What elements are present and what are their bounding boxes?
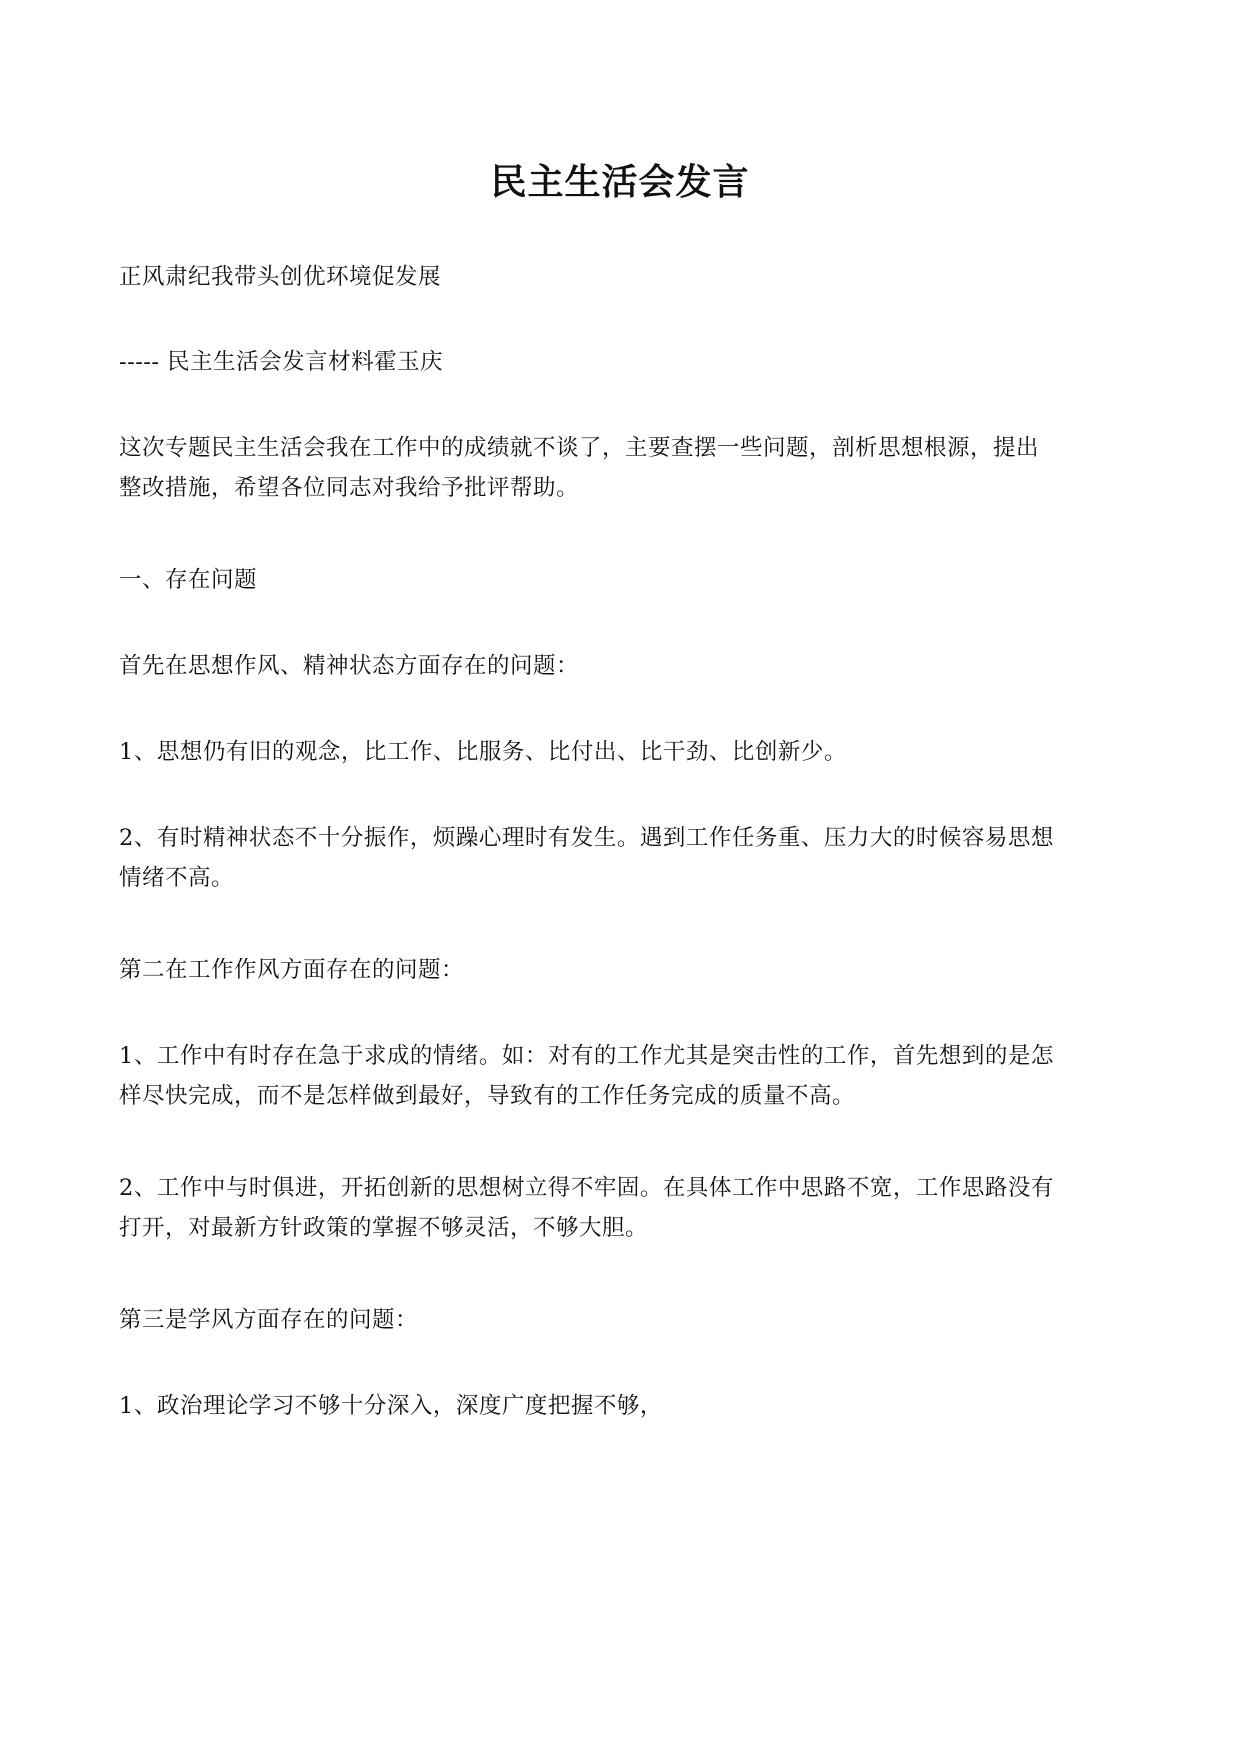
part2-item-1-line-1: 1、工作中有时存在急于求成的情绪。如：对有的工作尤其是突击性的工作，首先想到的是怎 (119, 1043, 1054, 1069)
part3-heading: 第三是学风方面存在的问题： (119, 1307, 419, 1333)
part2-item-2-line-1: 2、工作中与时俱进，开拓创新的思想树立得不牢固。在具体工作中思路不宽，工作思路没有 (119, 1175, 1054, 1201)
section-heading-problems: 一、存在问题 (119, 567, 258, 593)
part2-heading: 第二在工作作风方面存在的问题： (119, 957, 465, 983)
part1-item-2-line-1: 2、有时精神状态不十分振作，烦躁心理时有发生。遇到工作任务重、压力大的时候容易思想 (119, 825, 1054, 851)
intro-line-2: 整改措施，希望各位同志对我给予批评帮助。 (119, 475, 580, 501)
subtitle: 正风肃纪我带头创优环境促发展 (119, 264, 442, 290)
part1-item-2-line-2: 情绪不高。 (119, 865, 235, 891)
intro-paragraph (119, 428, 1124, 508)
part1-item-1: 1、思想仍有旧的观念，比工作、比服务、比付出、比干劲、比创新少。 (119, 739, 847, 765)
byline: ----- 民主生活会发言材料霍玉庆 (119, 349, 444, 375)
part3-item-1: 1、政治理论学习不够十分深入，深度广度把握不够， (119, 1393, 663, 1419)
part1-item-2 (119, 818, 1124, 898)
part1-heading: 首先在思想作风、精神状态方面存在的问题： (119, 653, 580, 679)
intro-line-1: 这次专题民主生活会我在工作中的成绩就不谈了，主要查摆一些问题，剖析思想根源，提出 (119, 435, 1040, 461)
part2-item-1 (119, 1036, 1124, 1116)
part2-item-2 (119, 1168, 1124, 1248)
part2-item-2-line-2: 打开，对最新方针政策的掌握不够灵活，不够大胆。 (119, 1215, 649, 1241)
document-title: 民主生活会发言 (490, 161, 750, 203)
part2-item-1-line-2: 样尽快完成，而不是怎样做到最好，导致有的工作任务完成的质量不高。 (119, 1083, 856, 1109)
